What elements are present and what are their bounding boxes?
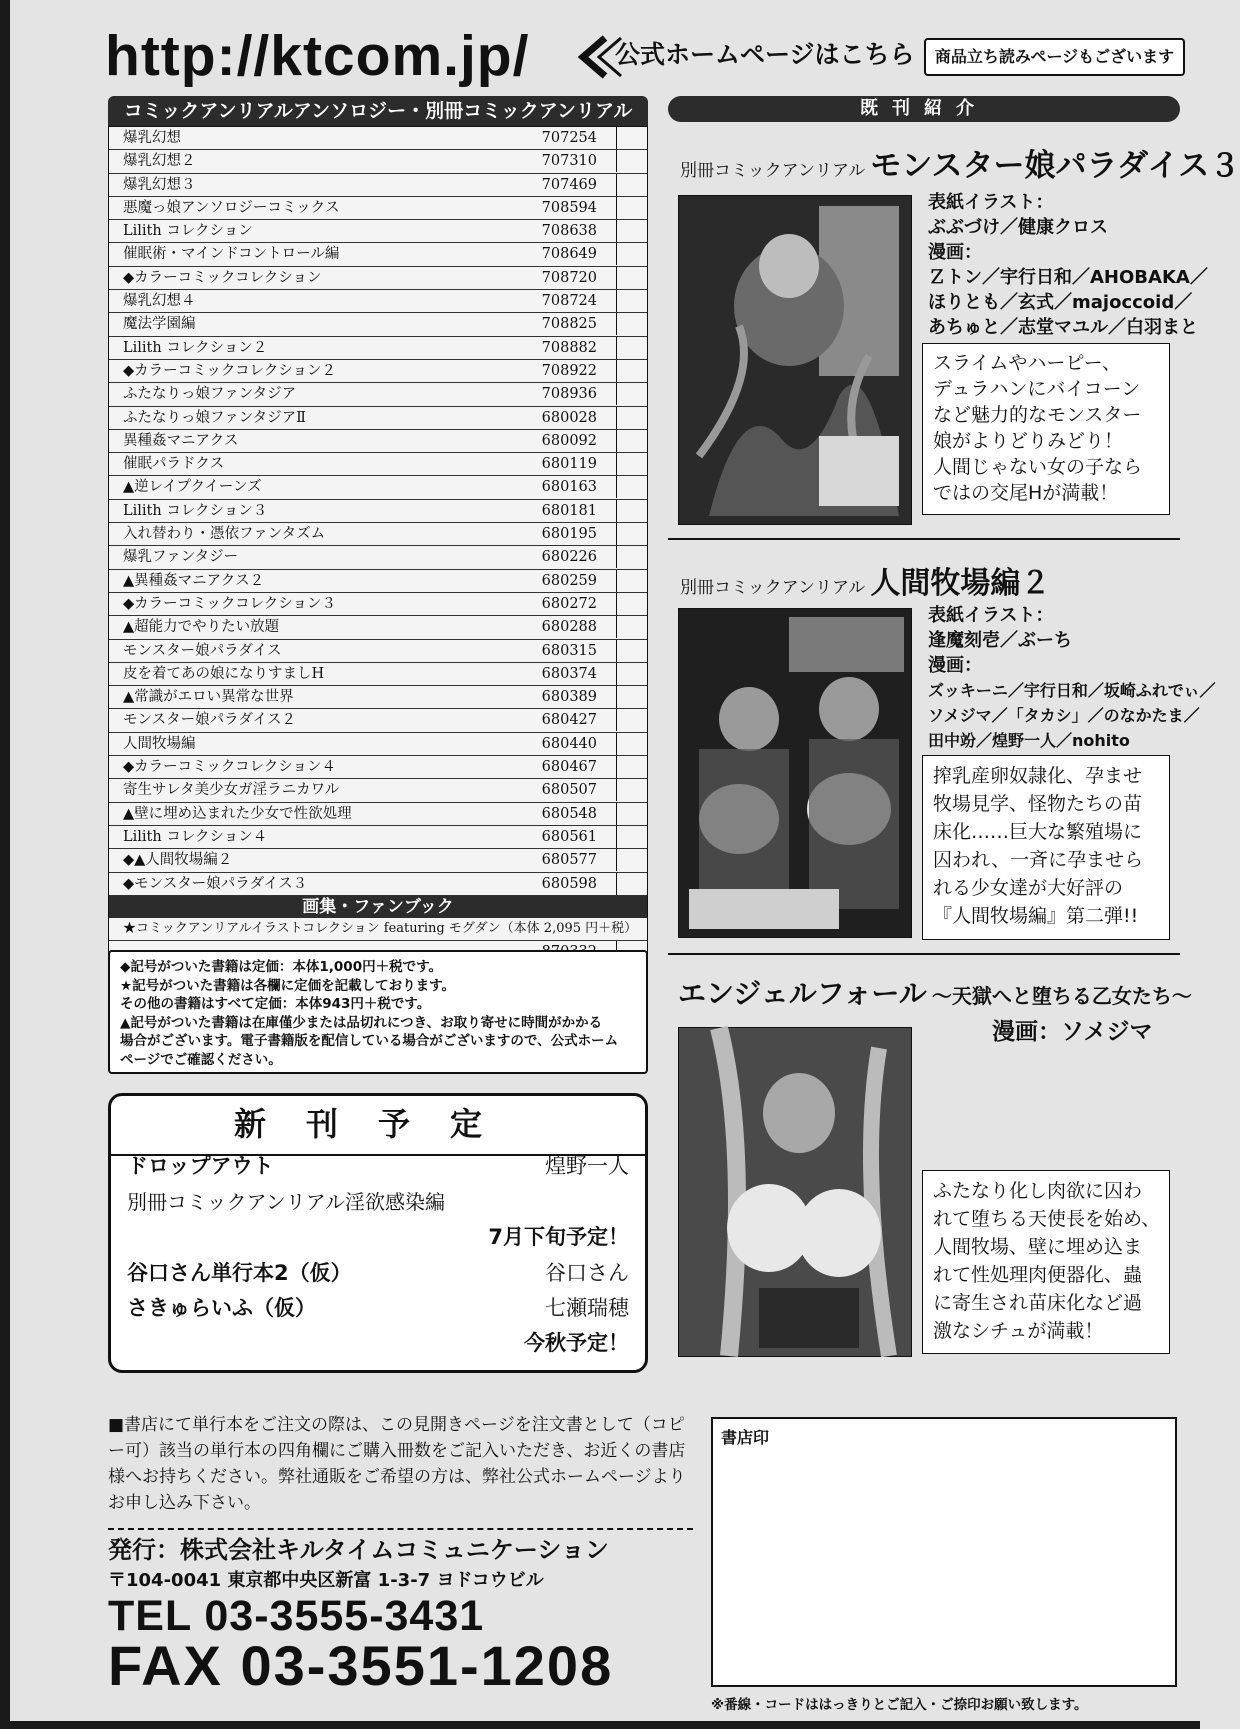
blurb-line: 人間牧場、壁に埋め込ま <box>933 1236 1143 1258</box>
catalog-code-cell: 708638 <box>541 223 597 240</box>
manga-artists: あちゅと／志堂マユル／白羽まと <box>928 317 1198 338</box>
catalog-code-cell: 680561 <box>541 828 597 845</box>
catalog-title-cell: Lilith コレクション４ <box>123 828 268 845</box>
quantity-box[interactable] <box>616 663 647 685</box>
book-subtitle: ～天獄へと堕ちる乙女たち～ <box>931 984 1192 1008</box>
catalog-row <box>109 826 647 849</box>
catalog-row <box>109 383 647 406</box>
catalog-code-cell: 680272 <box>541 595 597 612</box>
catalog-code-cell: 680427 <box>541 712 597 729</box>
fanbook-heading: 画集・ファンブック <box>109 896 647 918</box>
note-line: その他の書籍はすべて定価：本体943円＋税です。 <box>120 996 431 1012</box>
stamp-note: ※番線・コードははっきりとご記入・ご捺印お願い致します。 <box>711 1697 1088 1713</box>
catalog-row <box>109 174 647 197</box>
note-line: ▲記号がついた書籍は在庫僅少または品切れにつき、お取り寄せに時間がかかる <box>120 1014 603 1031</box>
fax-number: FAX 03-3551-1208 <box>108 1634 614 1697</box>
catalog-row <box>109 523 647 546</box>
blurb-line: れる少女達が大好評の <box>933 877 1124 899</box>
blurb-line: ではの交尾Hが満載！ <box>933 482 1119 504</box>
catalog-row <box>109 407 647 430</box>
catalog-table <box>108 96 648 936</box>
quantity-box[interactable] <box>616 267 647 289</box>
catalog-title-cell: 爆乳幻想２ <box>123 153 196 170</box>
quantity-box[interactable] <box>616 430 647 452</box>
catalog-code-cell: 708882 <box>541 339 597 356</box>
catalog-code-cell: 680548 <box>541 805 597 822</box>
catalog-row <box>109 779 647 802</box>
cover-label: 表紙イラスト： <box>928 605 1054 626</box>
quantity-box[interactable] <box>616 243 647 265</box>
catalog-title-cell: ▲異種姦マニアクス２ <box>123 572 265 589</box>
catalog-code-cell: 680092 <box>541 432 597 449</box>
catalog-title-cell: ▲常識がエロい異常な世界 <box>123 689 294 706</box>
catalog-title-cell: 催眠パラドクス <box>123 456 225 473</box>
quantity-box[interactable] <box>616 476 647 498</box>
quantity-box[interactable] <box>616 546 647 568</box>
catalog-row <box>109 360 647 383</box>
catalog-title-cell: ◆モンスター娘パラダイス３ <box>123 875 308 892</box>
book-credits <box>928 603 1216 753</box>
price-notes <box>108 950 648 1074</box>
quantity-box[interactable] <box>616 174 647 196</box>
catalog-row <box>109 546 647 569</box>
manga-label: 漫画： <box>928 655 982 676</box>
catalog-code-cell: 708922 <box>541 362 597 379</box>
quantity-box[interactable] <box>616 616 647 638</box>
book-title: 人間牧場編２ <box>870 566 1051 601</box>
catalog-code-cell: 708936 <box>541 386 597 403</box>
release-title: 谷口さん単行本2（仮） <box>127 1261 352 1285</box>
book-blurb <box>922 755 1170 940</box>
catalog-row <box>109 430 647 453</box>
quantity-box[interactable] <box>616 127 647 149</box>
quantity-box[interactable] <box>616 709 647 731</box>
catalog-title-cell: ▲超能力でやりたい放題 <box>123 619 280 636</box>
release-date: 今秋予定！ <box>524 1331 629 1355</box>
quantity-box[interactable] <box>616 337 647 359</box>
book-blurb <box>922 1170 1170 1354</box>
catalog-row <box>109 570 647 593</box>
blurb-line: 床化……巨大な繁殖場に <box>933 821 1143 843</box>
quantity-box[interactable] <box>616 523 647 545</box>
catalog-code-cell: 708724 <box>541 293 597 310</box>
blurb-line: 牧場見学、怪物たちの苗 <box>933 793 1143 815</box>
divider <box>668 953 1180 955</box>
quantity-box[interactable] <box>616 383 647 405</box>
book-heading <box>680 558 1050 602</box>
release-author: 谷口さん <box>545 1261 629 1285</box>
note-line: 場合がございます。電子書籍版を配信している場合がございますので、公式ホーム <box>120 1033 619 1049</box>
book-credits: 漫画：ソメジマ <box>992 1019 1153 1045</box>
fanbook-title: ★コミックアンリアルイラストコレクション featuring モグダン（本体 2,095 円＋税） <box>123 920 638 936</box>
catalog-row <box>109 849 647 872</box>
catalog-row <box>109 803 647 826</box>
divider <box>108 1528 693 1530</box>
catalog-code-cell: 680577 <box>541 852 597 869</box>
catalog-title-cell: 爆乳ファンタジー <box>123 549 239 566</box>
catalog-row <box>109 150 647 173</box>
blurb-line: など魅力的なモンスター <box>933 404 1142 426</box>
quantity-box[interactable] <box>616 803 647 825</box>
catalog-row <box>109 873 647 896</box>
catalog-row <box>109 243 647 266</box>
catalog-code-cell: 680598 <box>541 875 597 892</box>
catalog-row <box>109 640 647 663</box>
catalog-code-cell: 680195 <box>541 526 597 543</box>
catalog-title-cell: Lilith コレクション２ <box>123 339 268 356</box>
catalog-title-cell: 魔法学園編 <box>123 316 196 333</box>
book-cover-image <box>678 1027 912 1357</box>
catalog-rows <box>108 126 648 965</box>
catalog-code-cell: 707254 <box>541 130 597 146</box>
blurb-line: 囚われ、一斉に孕ませら <box>933 849 1144 871</box>
catalog-code-cell: 708594 <box>541 199 597 216</box>
release-title: ドロップアウト <box>127 1154 274 1178</box>
quantity-box[interactable] <box>616 593 647 615</box>
quantity-box[interactable] <box>616 500 647 522</box>
catalog-row <box>109 313 647 336</box>
quantity-box[interactable] <box>616 570 647 592</box>
manga-artists: ソメジマ／「タカシ」／のなかたま／ <box>928 706 1200 725</box>
catalog-title-cell: ▲壁に埋め込まれた少女で性欲処理 <box>123 805 352 822</box>
catalog-title-cell: 人間牧場編 <box>123 735 196 752</box>
quantity-box[interactable] <box>616 313 647 335</box>
book-cover-image <box>678 195 912 525</box>
blurb-line: スライムやハーピー、 <box>933 352 1121 374</box>
manga-artists: ズッキーニ／宇行日和／坂崎ふれでぃ／ <box>928 681 1216 700</box>
book-heading <box>678 972 1192 1012</box>
catalog-title-cell: ◆カラーコミックコレクション４ <box>123 759 336 776</box>
catalog-row <box>109 686 647 709</box>
catalog-title-cell: 爆乳幻想 <box>123 130 181 146</box>
new-releases-box <box>108 1093 648 1373</box>
quantity-box[interactable] <box>616 826 647 848</box>
release-title: 別冊コミックアンリアル淫欲感染編 <box>127 1190 445 1214</box>
book-blurb <box>922 343 1170 515</box>
catalog-row <box>109 290 647 313</box>
release-title: さきゅらいふ（仮） <box>127 1296 316 1320</box>
manga-artists: Ｚトン／宇行日和／AHOBAKA／ <box>928 267 1208 288</box>
catalog-title-cell: モンスター娘パラダイス <box>123 642 282 659</box>
cover-artists: ぶぶづけ／健康クロス <box>928 217 1108 238</box>
catalog-row <box>109 500 647 523</box>
catalog-title-cell: 爆乳幻想４ <box>123 293 196 310</box>
quantity-box[interactable] <box>616 197 647 219</box>
catalog-title-cell: 入れ替わり・憑依ファンタズム <box>123 526 326 543</box>
release-author: 七瀬瑞穂 <box>545 1296 629 1320</box>
catalog-code-cell: 680119 <box>541 456 597 473</box>
catalog-title-cell: Lilith コレクション３ <box>123 502 268 519</box>
publisher-name: 発行：株式会社キルタイムコミュニケーション <box>108 1536 609 1564</box>
book-prefix: 別冊コミックアンリアル <box>680 578 866 598</box>
blurb-line: 人間じゃない女の子なら <box>933 456 1143 478</box>
catalog-title-cell: モンスター娘パラダイス２ <box>123 712 296 729</box>
catalog-row <box>109 476 647 499</box>
quantity-box[interactable] <box>616 453 647 475</box>
blurb-line: 『人間牧場編』第二弾!! <box>933 905 1139 927</box>
blurb-line: 搾乳産卵奴隷化、孕ませ <box>933 765 1143 787</box>
manga-artists: ほりとも／玄式／majoccoid／ <box>928 292 1193 313</box>
catalog-title-cell: 爆乳幻想３ <box>123 176 196 193</box>
catalog-code-cell: 708720 <box>541 269 597 286</box>
blurb-line: ふたなり化し肉欲に囚わ <box>933 1180 1143 1202</box>
release-author: 煌野一人 <box>545 1154 629 1178</box>
bookstore-stamp-box[interactable] <box>711 1417 1177 1687</box>
quantity-box[interactable] <box>616 779 647 801</box>
quantity-box[interactable] <box>616 220 647 242</box>
website-url[interactable]: http://ktcom.jp/ <box>105 24 530 88</box>
cover-label: 表紙イラスト： <box>928 192 1054 213</box>
catalog-code-cell: 680507 <box>541 782 597 799</box>
catalog-title-cell: Lilith コレクション <box>123 223 253 240</box>
preview-badge: 商品立ち読みページもございます <box>924 38 1185 76</box>
blurb-line: デュラハンにバイコーン <box>933 378 1141 400</box>
catalog-code-cell: 707469 <box>541 176 597 193</box>
quantity-box[interactable] <box>616 640 647 662</box>
release-date: 7月下旬予定！ <box>488 1225 629 1249</box>
catalog-title-cell: 催眠術・マインドコントロール編 <box>123 246 340 263</box>
stamp-label: 書店印 <box>721 1428 770 1447</box>
catalog-code-cell: 708649 <box>541 246 597 263</box>
catalog-code-cell: 680440 <box>541 735 597 752</box>
quantity-box[interactable] <box>616 150 647 172</box>
left-edge <box>0 0 10 1729</box>
note-line: ★記号がついた書籍は各欄に定価を記載しております。 <box>120 977 456 994</box>
catalog-row <box>109 127 647 150</box>
catalog-code-cell: 680389 <box>541 689 597 706</box>
catalog-code-cell: 680028 <box>541 409 597 426</box>
catalog-code-cell: 707310 <box>541 153 597 170</box>
catalog-title: コミックアンリアルアンソロジー・別冊コミックアンリアル <box>108 96 648 126</box>
new-releases-title: 新刊予定 <box>233 1105 522 1143</box>
published-heading: 既刊紹介 <box>668 96 1180 122</box>
book-title: モンスター娘パラダイス３ <box>870 148 1240 184</box>
catalog-row <box>109 709 647 732</box>
catalog-code-cell: 680315 <box>541 642 597 659</box>
catalog-title-cell: 異種姦マニアクス <box>123 432 239 449</box>
blurb-line: れて性処理肉便器化、蟲 <box>933 1264 1143 1286</box>
book-prefix: 別冊コミックアンリアル <box>680 161 866 181</box>
bottom-edge <box>0 1721 1200 1729</box>
catalog-code-cell: 680163 <box>541 479 597 496</box>
catalog-row <box>109 267 647 290</box>
quantity-box[interactable] <box>616 849 647 871</box>
catalog-row <box>109 663 647 686</box>
catalog-code-cell: 680259 <box>541 572 597 589</box>
blurb-line: に寄生され苗床化など過 <box>933 1292 1143 1314</box>
catalog-code-cell: 708825 <box>541 316 597 333</box>
quantity-box[interactable] <box>616 290 647 312</box>
divider <box>668 538 1180 540</box>
cover-artists: 逢魔刻壱／ぶーち <box>928 630 1072 651</box>
book-cover-image <box>678 608 912 938</box>
catalog-code-cell: 680181 <box>541 502 597 519</box>
blurb-line: れて堕ちる天使長を始め、 <box>933 1208 1161 1230</box>
manga-artists: 田中竕／煌野一人／nohito <box>928 731 1130 750</box>
catalog-title-cell: ◆カラーコミックコレクション <box>123 269 322 286</box>
book-title: エンジェルフォール <box>678 977 927 1010</box>
catalog-row <box>109 220 647 243</box>
catalog-title-cell: 悪魔っ娘アンソロジーコミックス <box>123 199 340 216</box>
catalog-row <box>109 337 647 360</box>
catalog-title-cell: 寄生サレタ美少女ガ淫ラニカワル <box>123 782 340 799</box>
publisher-address: 〒104-0041 東京都中央区新富 1-3-7 ヨドコウビル <box>108 1570 544 1591</box>
note-line: ページでご確認ください。 <box>120 1051 282 1068</box>
catalog-code-cell: 680226 <box>541 549 597 566</box>
fanbook-row <box>109 918 647 941</box>
catalog-title-cell: ◆カラーコミックコレクション２ <box>123 362 336 379</box>
catalog-row <box>109 616 647 639</box>
homepage-link[interactable]: 公式ホームページはこちら <box>615 40 915 69</box>
catalog-code-cell: 680374 <box>541 665 597 682</box>
catalog-code-cell: 680467 <box>541 759 597 776</box>
catalog-title-cell: 皮を着てあの娘になりすましH <box>123 665 325 682</box>
blurb-line: 激なシチュが満載！ <box>933 1320 1104 1342</box>
note-line: ◆記号がついた書籍は定価：本体1,000円＋税です。 <box>120 959 443 975</box>
catalog-title-cell: ふたなりっ娘ファンタジア <box>123 386 297 403</box>
catalog-row <box>109 593 647 616</box>
quantity-box[interactable] <box>616 407 647 429</box>
catalog-row <box>109 197 647 220</box>
order-instructions: ■書店にて単行本をご注文の際は、この見開きページを注文書として（コピー可）該当の単行本の四角欄にご購入冊数をご記入いただき、お近くの書店様へお持ちください。弊社通販をご希望の方は、弊社公式ホームページよりお申し込み下さい。 <box>108 1415 686 1513</box>
blurb-line: 娘がよりどりみどり！ <box>933 430 1124 452</box>
catalog-row <box>109 453 647 476</box>
phone-number: TEL 03-3555-3431 <box>108 1592 485 1640</box>
catalog-row <box>109 733 647 756</box>
catalog-title-cell: ▲逆レイプクイーンズ <box>123 479 262 496</box>
catalog-title-cell: ◆カラーコミックコレクション３ <box>123 595 336 612</box>
book-heading <box>680 140 1240 185</box>
quantity-box[interactable] <box>616 756 647 778</box>
quantity-box[interactable] <box>616 686 647 708</box>
catalog-code-cell: 680288 <box>541 619 597 636</box>
catalog-title-cell: ◆▲人間牧場編２ <box>123 852 233 869</box>
book-credits <box>928 190 1208 340</box>
manga-label: 漫画： <box>928 242 982 263</box>
quantity-box[interactable] <box>616 360 647 382</box>
catalog-title-cell: ふたなりっ娘ファンタジアⅡ <box>123 409 306 426</box>
quantity-box[interactable] <box>616 873 647 895</box>
quantity-box[interactable] <box>616 733 647 755</box>
catalog-row <box>109 756 647 779</box>
